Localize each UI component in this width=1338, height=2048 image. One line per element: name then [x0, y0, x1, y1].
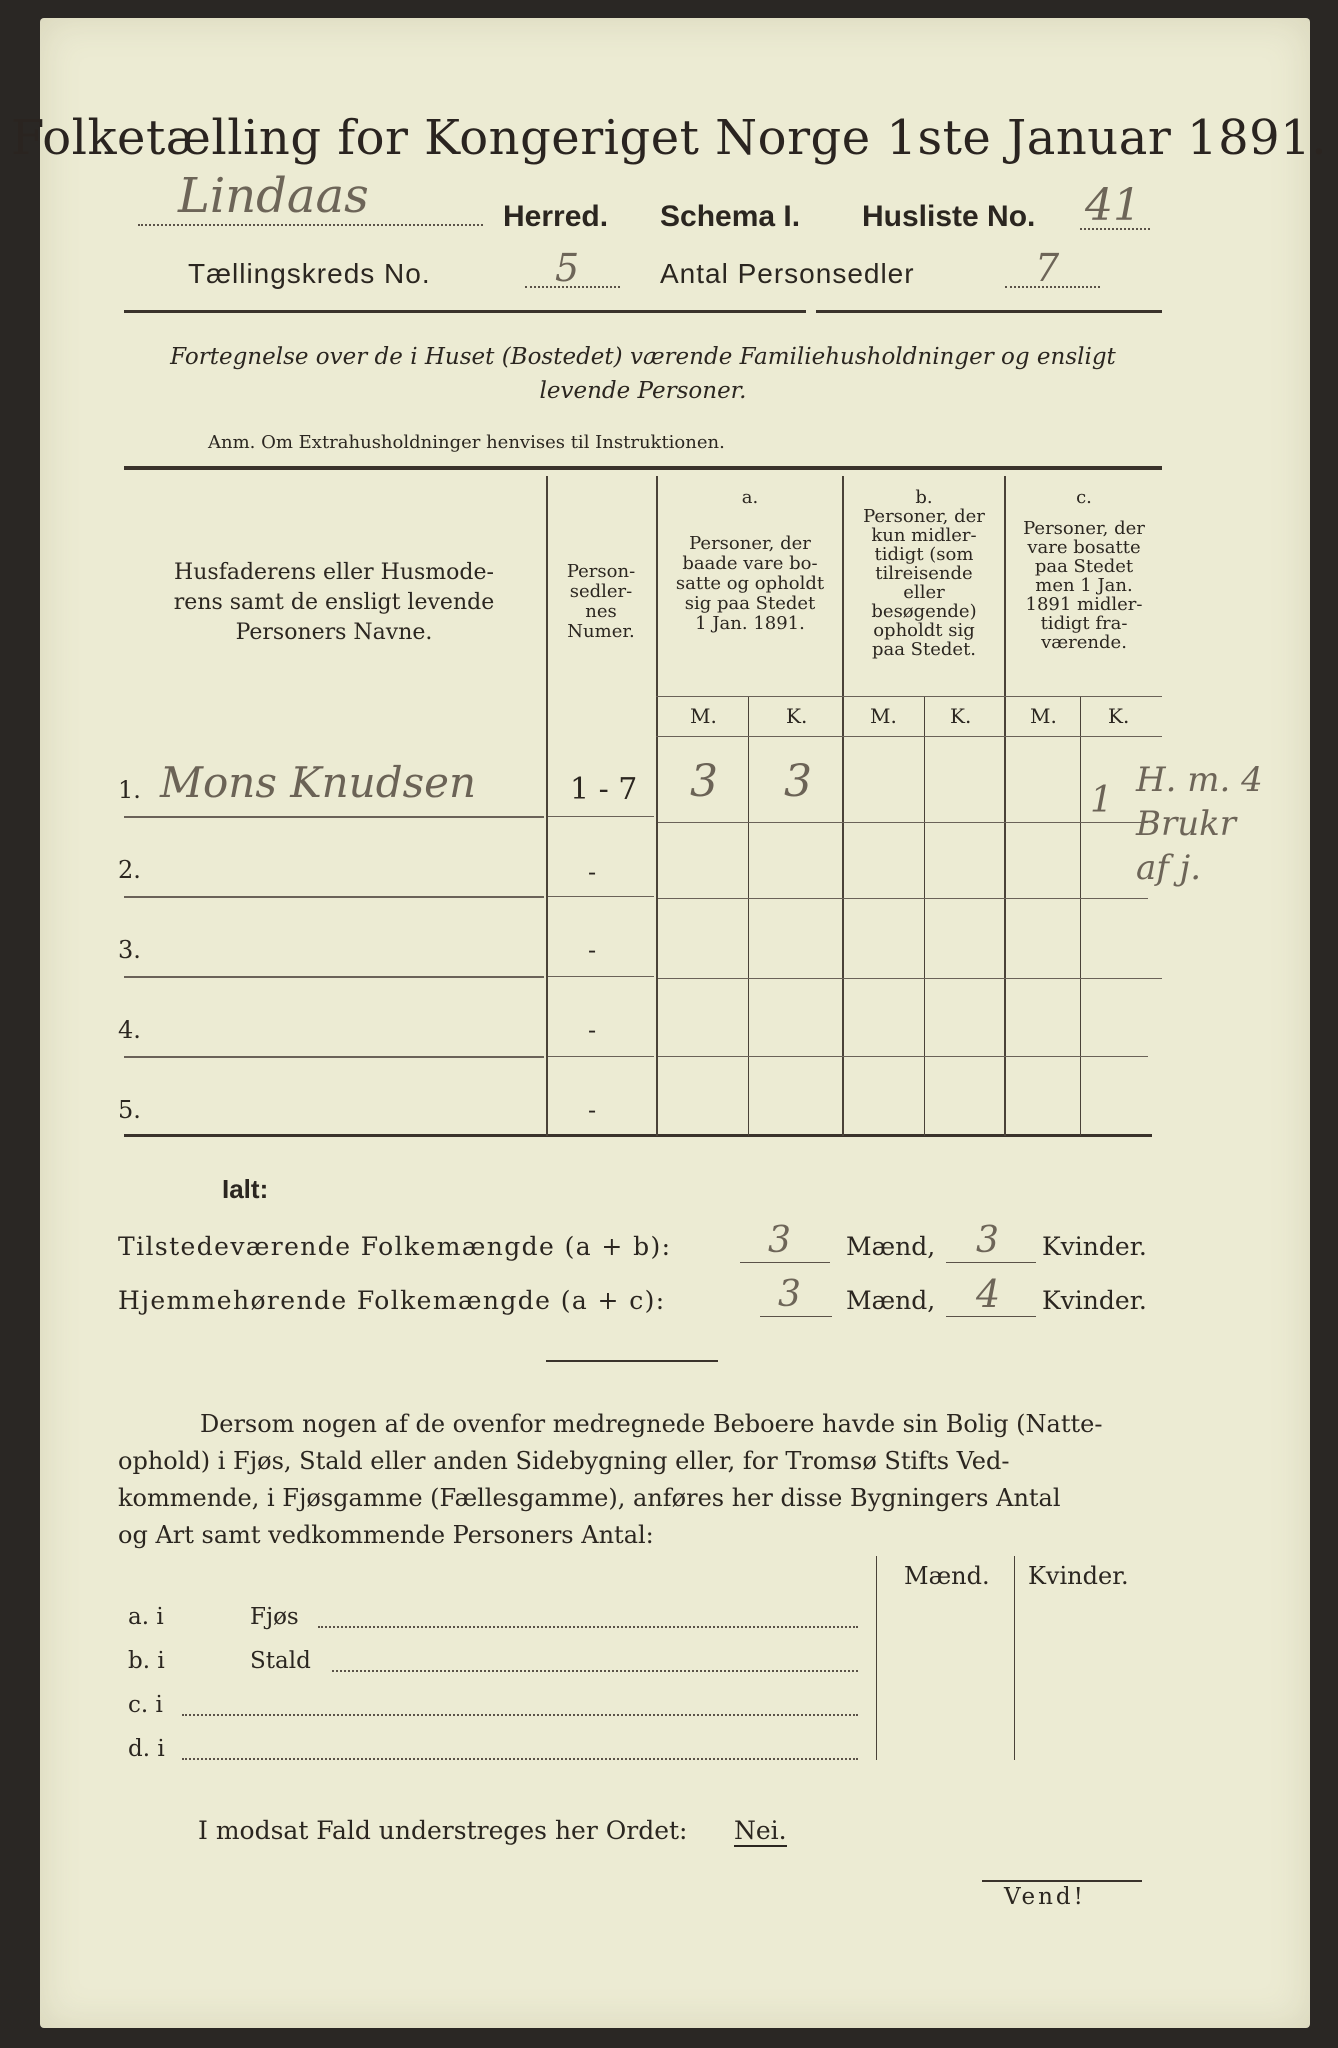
row-line	[548, 1056, 654, 1057]
building-b-letter: b. i	[128, 1648, 165, 1674]
tilstede-m-unit: Mænd,	[846, 1232, 936, 1261]
row-2-numer: -	[588, 858, 597, 886]
census-form-sheet	[40, 18, 1310, 2028]
husliste-value: 41	[1085, 180, 1141, 231]
header-rule-right	[816, 310, 1162, 313]
tilstede-m-field	[740, 1262, 830, 1263]
table-top-rule	[124, 466, 1162, 470]
building-a-field	[318, 1626, 858, 1628]
vend-label: Vend!	[1004, 1884, 1086, 1910]
intro-line-2: levende Personer.	[539, 378, 747, 404]
herred-value: Lindaas	[178, 168, 369, 224]
c-k-header: K.	[1108, 704, 1130, 728]
row-line	[658, 978, 1162, 979]
row-line	[658, 898, 1148, 899]
building-c-field	[182, 1714, 858, 1716]
tilstede-label: Tilstedeværende Folkemængde (a + b):	[118, 1232, 672, 1261]
row-1-numer: 1 - 7	[570, 772, 638, 807]
herred-label: Herred.	[503, 200, 609, 233]
building-b-label: Stald	[250, 1648, 311, 1674]
building-d-field	[182, 1758, 858, 1760]
building-a-letter: a. i	[128, 1604, 164, 1630]
hjemme-k-field	[946, 1316, 1036, 1317]
row-line	[658, 822, 1148, 823]
col-header-b: b. Personer, der kun midler- tidigt (som tilreisende eller besøgende) opholdt sig paa Stedet.	[863, 487, 985, 660]
mk-divider	[656, 696, 1162, 697]
buildings-paragraph: Dersom nogen af de ovenfor medregnede Beboere havde sin Bolig (Natte- ophold) i Fjøs, Stald eller anden Sidebygning eller, for Tromsø Stifts Ved- kommende, i Fjøsgamme (Fællesgamme), anføres her disse Bygningers Antal og Art samt vedkommende Personers Antal:	[118, 1410, 1103, 1549]
buildings-maend-header: Mænd.	[904, 1562, 990, 1590]
antal-value: 7	[1035, 246, 1060, 290]
row-line	[124, 896, 544, 898]
intro-text	[124, 340, 1162, 408]
tilstede-k-field	[946, 1262, 1036, 1263]
table-divider	[924, 696, 925, 1136]
b-m-header: M.	[870, 704, 897, 728]
col-header-c: c. Personer, der vare bosatte paa Stedet men 1 Jan. 1891 midler- tidigt fra- værende.	[1023, 487, 1145, 653]
table-bottom-rule	[124, 1134, 1152, 1137]
row-line	[124, 1056, 544, 1058]
form-title: Folketælling for Kongeriget Norge 1ste Januar 1891.	[11, 110, 1327, 166]
hjemme-label: Hjemmehørende Folkemængde (a + c):	[118, 1286, 666, 1315]
tilstede-m-value: 3	[768, 1220, 791, 1261]
row-5-numer: -	[588, 1096, 597, 1124]
row-line	[124, 816, 544, 818]
hjemme-m-unit: Mænd,	[846, 1286, 936, 1315]
a-m-header: M.	[690, 704, 717, 728]
vend-rule	[982, 1880, 1142, 1882]
row-number: 4.	[118, 1016, 141, 1044]
row-number: 3.	[118, 936, 141, 964]
hjemme-k-unit: Kvinder.	[1042, 1286, 1147, 1315]
header-rule-left	[124, 310, 806, 313]
schema-label: Schema I.	[660, 200, 801, 233]
row-line	[548, 896, 654, 897]
tilstede-k-unit: Kvinder.	[1042, 1232, 1147, 1261]
kreds-label: Tællingskreds No.	[188, 258, 431, 289]
buildings-divider	[876, 1556, 877, 1760]
col-header-names: Husfaderens eller Husmode- rens samt de ensligt levende Personers Navne.	[173, 560, 495, 645]
hjemme-m-field	[760, 1316, 832, 1317]
kreds-value: 5	[555, 246, 580, 290]
row-number: 1.	[118, 776, 141, 804]
hjemme-k-value: 4	[976, 1272, 1001, 1316]
ialt-label: Ialt:	[222, 1174, 269, 1204]
building-c-letter: c. i	[128, 1692, 163, 1718]
row-1-a-k: 3	[784, 756, 812, 807]
row-1-note: H. m. 4 Brukr af j.	[1136, 760, 1263, 888]
building-d-letter: d. i	[128, 1736, 165, 1762]
row-1-c-k: 1	[1090, 780, 1113, 821]
row-line	[548, 976, 654, 977]
row-line	[658, 1056, 1148, 1057]
row-3-numer: -	[588, 936, 597, 964]
tilstede-k-value: 3	[976, 1220, 999, 1261]
buildings-kvinder-header: Kvinder.	[1028, 1562, 1129, 1590]
antal-label: Antal Personsedler	[660, 258, 915, 289]
building-a-label: Fjøs	[250, 1604, 299, 1630]
section-divider	[546, 1360, 718, 1362]
row-1-a-m: 3	[690, 756, 718, 807]
row-1-name: Mons Knudsen	[160, 758, 477, 807]
row-number: 2.	[118, 856, 141, 884]
hjemme-m-value: 3	[778, 1274, 801, 1315]
col-header-a: a. Personer, der baade vare bo- satte og opholdt sig paa Stedet 1 Jan. 1891.	[675, 487, 825, 634]
buildings-divider	[1014, 1556, 1015, 1760]
herred-field	[138, 224, 483, 226]
b-k-header: K.	[950, 704, 972, 728]
c-m-header: M.	[1030, 704, 1057, 728]
table-divider	[748, 696, 749, 1136]
row-number: 5.	[118, 1096, 141, 1124]
mk-divider	[656, 736, 1162, 737]
anm-note: Anm. Om Extrahusholdninger henvises til Instruktionen.	[208, 432, 725, 453]
a-k-header: K.	[786, 704, 808, 728]
row-line	[124, 976, 544, 978]
row-4-numer: -	[588, 1016, 597, 1044]
row-line	[548, 816, 654, 817]
building-b-field	[332, 1670, 858, 1672]
col-header-numer: Person- sedler- nes Numer.	[566, 561, 636, 642]
modsat-label: I modsat Fald understreges her Ordet:	[198, 1816, 688, 1845]
intro-line-1: Fortegnelse over de i Huset (Bostedet) værende Familiehusholdninger og ensligt	[170, 344, 1116, 370]
modsat-word: Nei.	[734, 1816, 787, 1845]
table-divider	[1080, 696, 1081, 1136]
husliste-label: Husliste No.	[862, 200, 1036, 233]
